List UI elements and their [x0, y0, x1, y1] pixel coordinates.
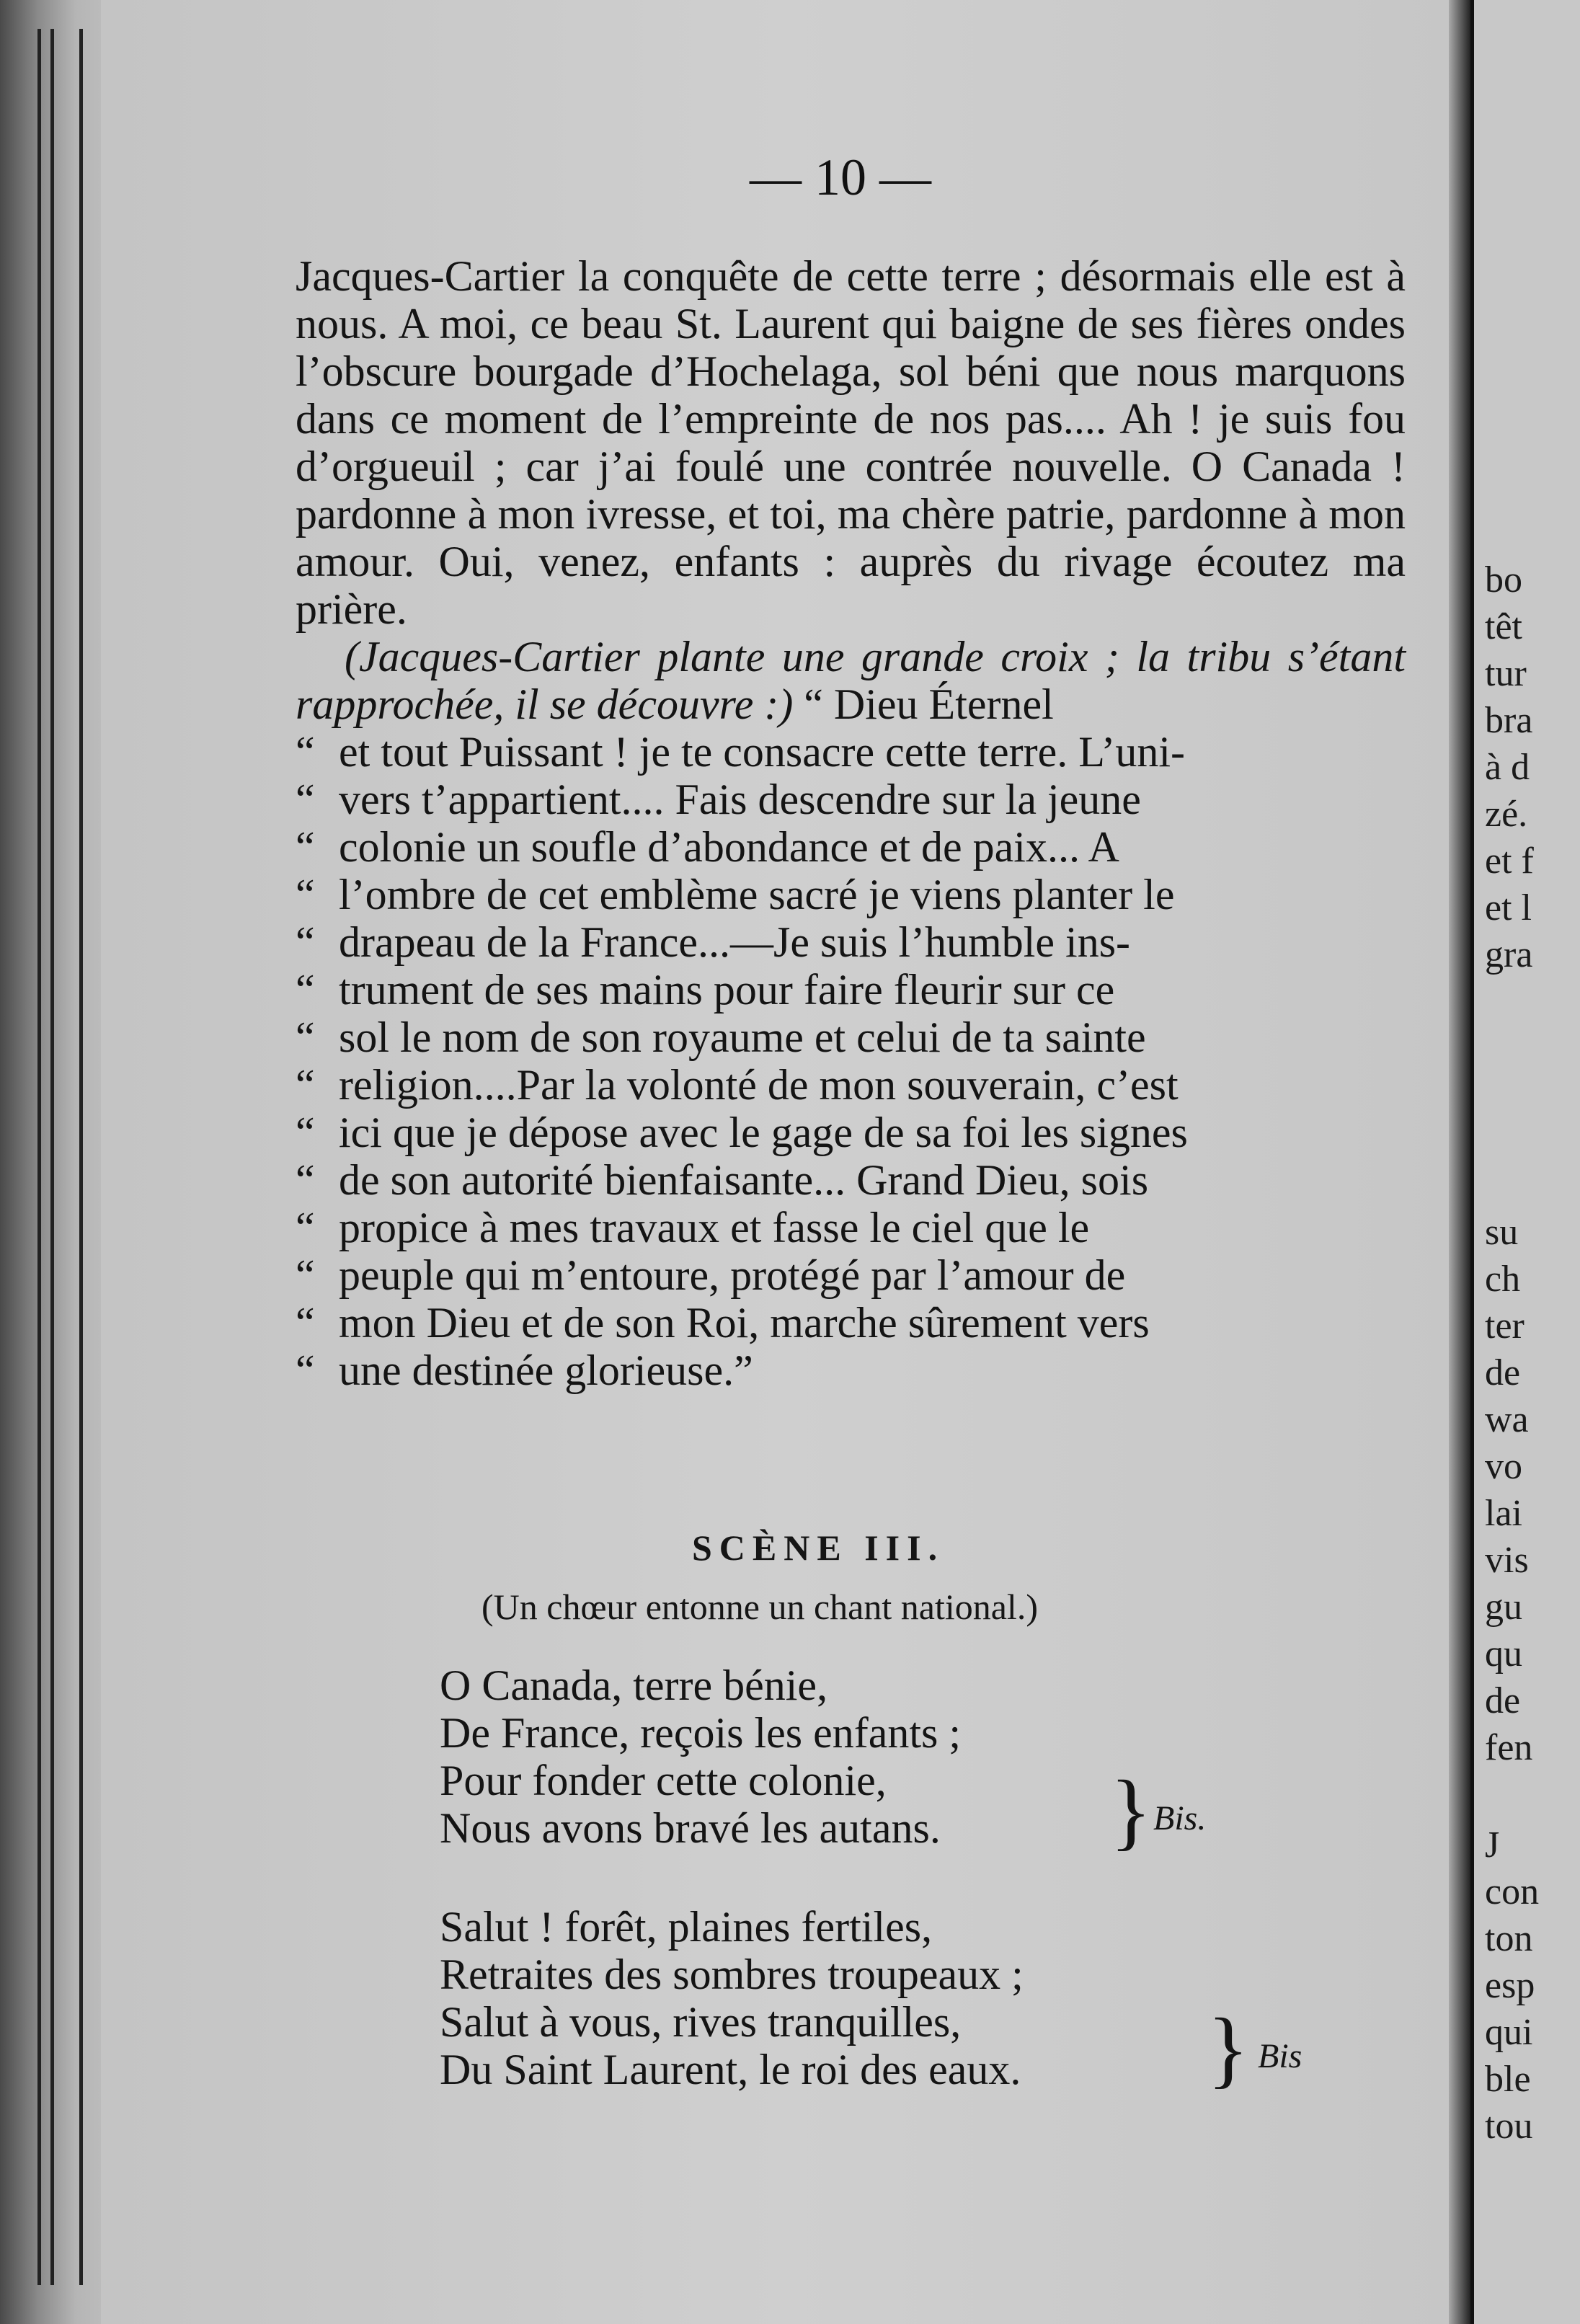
speech-line — [296, 1204, 1406, 1251]
binding-shadow — [0, 0, 108, 2324]
speech-block — [296, 728, 1406, 1394]
facing-page-fragment: qu — [1485, 1633, 1522, 1675]
facing-page-fragment: qui — [1485, 2012, 1533, 2053]
speech-line — [296, 918, 1406, 966]
facing-page-fragment: de — [1485, 1352, 1521, 1393]
prose-block — [296, 252, 1406, 1394]
speech-line-text: sol le nom de son royaume et celui de ta sainte — [339, 1014, 1146, 1061]
speech-line — [296, 966, 1406, 1014]
speech-line-text: ici que je dépose avec le gage de sa foi les signes — [339, 1109, 1188, 1156]
facing-page-fragment: zé. — [1485, 794, 1528, 835]
facing-page-fragment: à d — [1485, 747, 1530, 788]
repeat-bracket: } — [1207, 2000, 1249, 2096]
facing-page-fragment: et l — [1485, 887, 1532, 928]
quote-mark: “ — [296, 776, 315, 823]
stage-direction-text: (Jacques-Cartier plante une grande croix ; la tribu s’étant rapprochée, il se découvre :) — [296, 633, 1406, 728]
speech-opening: “ Dieu Éternel — [804, 680, 1054, 728]
binding-line — [37, 29, 41, 2285]
facing-page-fragment: wa — [1485, 1399, 1529, 1440]
bis-label: Bis. — [1153, 1799, 1207, 1837]
speech-line-text: peuple qui m’entoure, protégé par l’amour de — [339, 1251, 1126, 1299]
stanza — [440, 1903, 1024, 2093]
page-edge — [1449, 0, 1470, 2324]
speech-line — [296, 1109, 1406, 1156]
facing-page-fragment: ton — [1485, 1918, 1533, 1959]
page-number: — 10 — — [750, 148, 931, 206]
speech-line-text: de son autorité bienfaisante... Grand Dieu, sois — [339, 1156, 1149, 1204]
speech-line-text: vers t’appartient.... Fais descendre sur la jeune — [339, 776, 1141, 823]
verse-line: Salut ! forêt, plaines fertiles, — [440, 1903, 933, 1951]
facing-page-fragment: lai — [1485, 1493, 1522, 1534]
binding-line — [50, 29, 54, 2285]
quote-mark: “ — [296, 1061, 315, 1109]
facing-page-fragment: esp — [1485, 1965, 1535, 2006]
facing-page-fragment: ble — [1485, 2059, 1531, 2100]
quote-mark: “ — [296, 1299, 315, 1347]
quote-mark: “ — [296, 966, 315, 1014]
verse-line: Nous avons bravé les autans. — [440, 1804, 941, 1852]
facing-page-fragment: gu — [1485, 1587, 1522, 1628]
quote-mark: “ — [296, 1347, 315, 1394]
quote-mark: “ — [296, 1156, 315, 1204]
binding-line — [79, 29, 83, 2285]
facing-page-fragment: ter — [1485, 1305, 1524, 1347]
scene-heading: SCÈNE III. — [692, 1527, 945, 1568]
facing-page-fragment: bra — [1485, 700, 1533, 741]
verse-line: De France, reçois les enfants ; — [440, 1709, 962, 1757]
speech-line-text: propice à mes travaux et fasse le ciel que le — [339, 1204, 1090, 1251]
speech-line — [296, 728, 1406, 776]
facing-page-fragment: tur — [1485, 653, 1527, 694]
quote-mark: “ — [296, 1251, 315, 1299]
speech-line-text: trument de ses mains pour faire fleurir sur ce — [339, 966, 1115, 1014]
facing-page-fragment: têt — [1485, 606, 1522, 647]
speech-line-text: et tout Puissant ! je te consacre cette terre. L’uni- — [339, 728, 1186, 776]
speech-line-text: drapeau de la France...—Je suis l’humble ins- — [339, 918, 1131, 966]
quote-mark: “ — [296, 918, 315, 966]
facing-page-fragment: fen — [1485, 1727, 1533, 1768]
facing-page-fragment: de — [1485, 1680, 1521, 1721]
quote-mark: “ — [296, 1109, 315, 1156]
facing-page-fragment: vo — [1485, 1446, 1522, 1487]
scene-direction: (Un chœur entonne un chant national.) — [481, 1587, 1038, 1627]
repeat-bracket: } — [1110, 1762, 1152, 1858]
speech-line — [296, 871, 1406, 918]
facing-page-fragment: bo — [1485, 559, 1522, 600]
facing-page-fragment: vis — [1485, 1540, 1529, 1581]
speech-line-text: mon Dieu et de son Roi, marche sûrement vers — [339, 1299, 1150, 1347]
facing-page-fragment: ch — [1485, 1259, 1521, 1300]
quote-mark: “ — [296, 728, 315, 776]
bis-label: Bis — [1258, 2037, 1302, 2075]
facing-page-fragment: con — [1485, 1871, 1540, 1912]
facing-page-fragment: tou — [1485, 2106, 1533, 2147]
quote-mark: “ — [296, 871, 315, 918]
verse-line: Du Saint Laurent, le roi des eaux. — [440, 2046, 1021, 2093]
paragraph: Jacques-Cartier la conquête de cette terre ; désormais elle est à nous. A moi, ce beau St. Laurent qui baigne de ses fières ondes l’obscure bourgade d’Hochelaga, sol béni que nous marquons dans ce moment de l’empreinte de nos pas.... Ah ! je suis fou d’orgueuil ; car j’ai foulé une contrée nouvelle. O Canada ! pardonne à mon ivresse, et toi, ma chère patrie, pardonne à mon amour. Oui, venez, enfants : auprès du rivage écoutez ma prière. — [296, 252, 1406, 633]
facing-page-fragment: J — [1485, 1824, 1500, 1866]
quote-mark: “ — [296, 1204, 315, 1251]
speech-line — [296, 1156, 1406, 1204]
quote-mark: “ — [296, 823, 315, 871]
facing-page-fragment: et f — [1485, 841, 1534, 882]
verse-line: Retraites des sombres troupeaux ; — [440, 1951, 1024, 1998]
speech-line — [296, 1299, 1406, 1347]
speech-line — [296, 776, 1406, 823]
speech-line-text: une destinée glorieuse.” — [339, 1347, 753, 1394]
verse-line: Salut à vous, rives tranquilles, — [440, 1998, 962, 2046]
verse-line: O Canada, terre bénie, — [440, 1662, 828, 1709]
stage-direction-inline — [296, 633, 1406, 728]
speech-line — [296, 1014, 1406, 1061]
speech-line-text: colonie un soufle d’abondance et de paix... A — [339, 823, 1119, 871]
speech-line-text: l’ombre de cet emblème sacré je viens planter le — [339, 871, 1175, 918]
speech-line — [296, 1061, 1406, 1109]
speech-line — [296, 1347, 1406, 1394]
facing-page-fragment: gra — [1485, 934, 1533, 975]
verse-line: Pour fonder cette colonie, — [440, 1757, 887, 1804]
speech-line — [296, 823, 1406, 871]
stanza — [440, 1662, 961, 1852]
speech-line-text: religion....Par la volonté de mon souverain, c’est — [339, 1061, 1179, 1109]
facing-page-fragment: su — [1485, 1212, 1519, 1253]
quote-mark: “ — [296, 1014, 315, 1061]
speech-line — [296, 1251, 1406, 1299]
